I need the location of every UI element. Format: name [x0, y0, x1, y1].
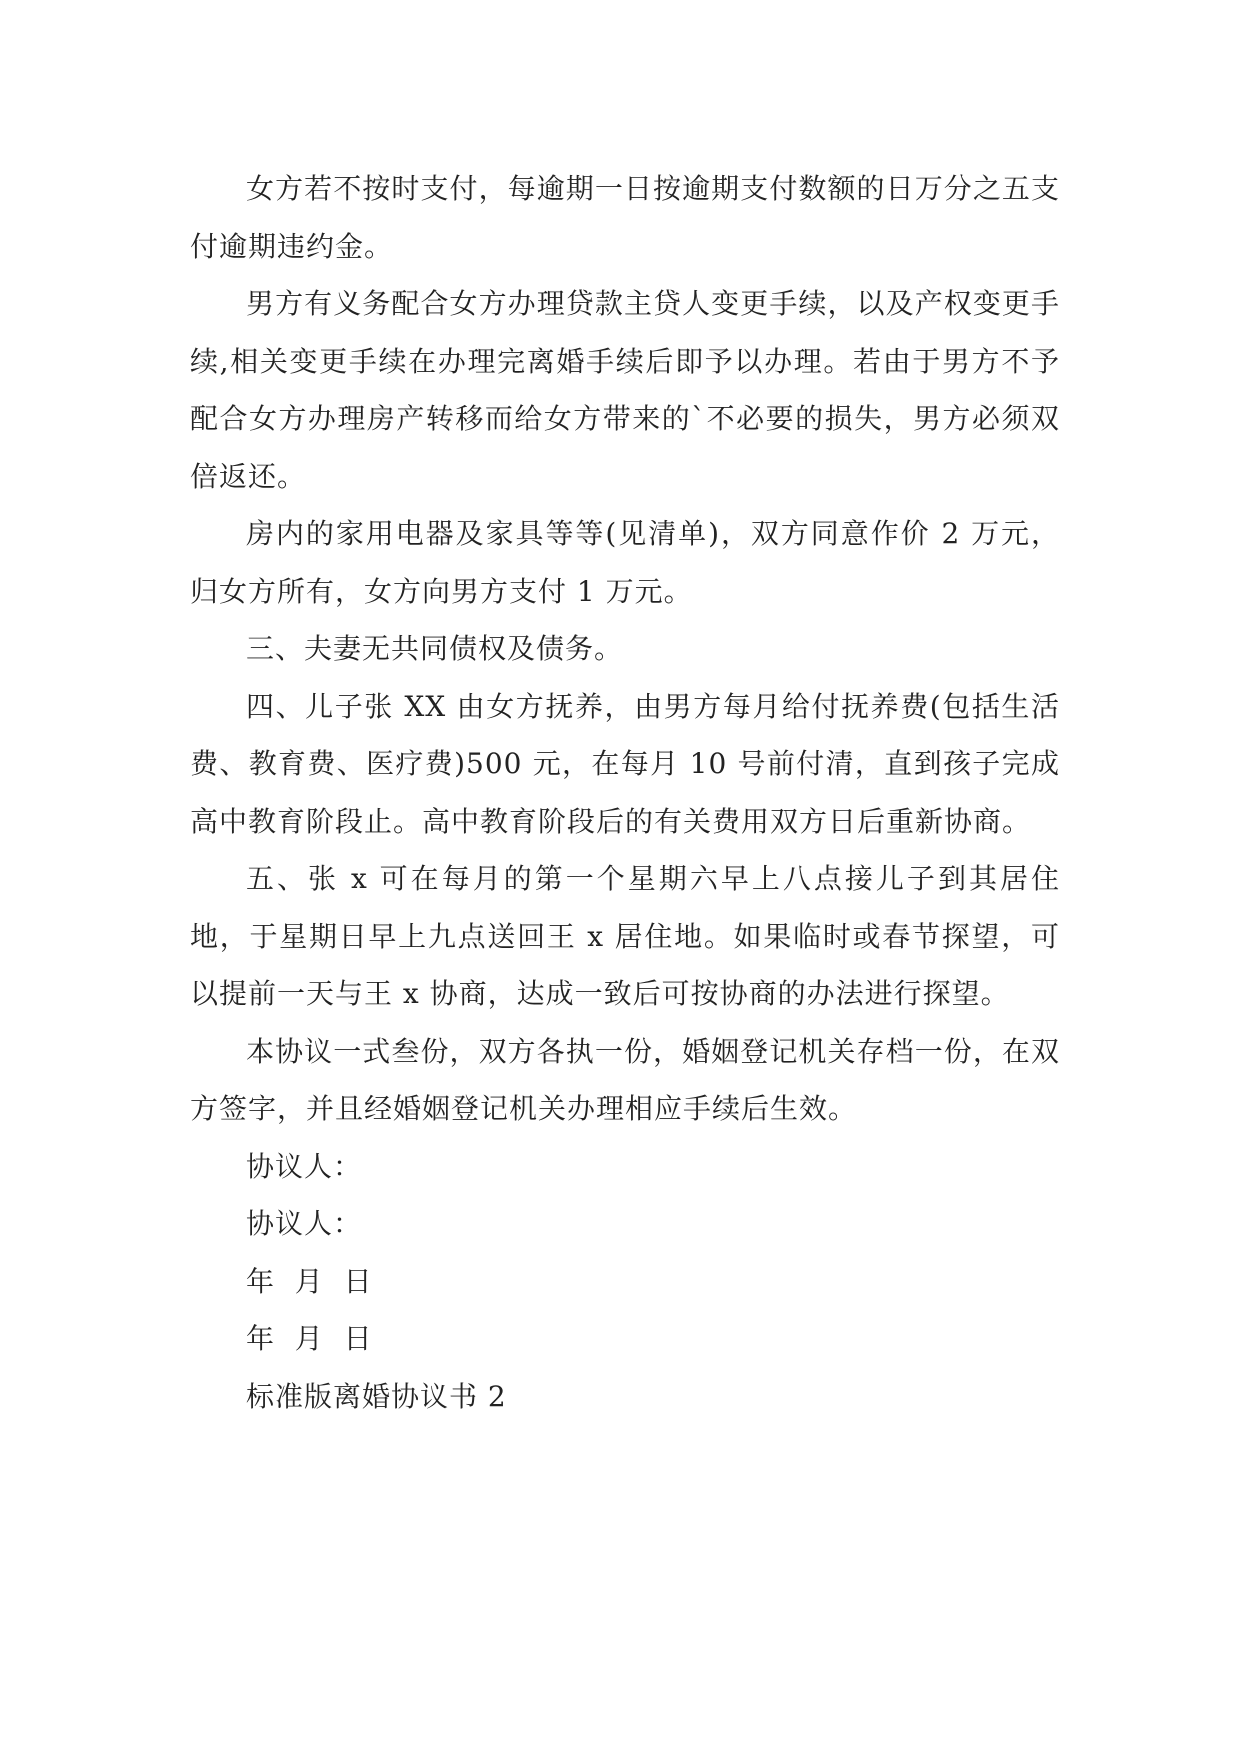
paragraph-child-custody: 四、儿子张 XX 由女方抚养，由男方每月给付抚养费(包括生活费、教育费、医疗费)500 元，在每月 10 号前付清，直到孩子完成高中教育阶段止。高中教育阶段后的有关费用双方日后重新协商。	[190, 689, 1060, 838]
signature-date-1: 年 月 日	[246, 1264, 373, 1298]
paragraph-visitation: 五、张 x 可在每月的第一个星期六早上八点接儿子到其居住地，于星期日早上九点送回王 x 居住地。如果临时或春节探望，可以提前一天与王 x 协商，达成一致后可按协商的办法进行探望。	[190, 862, 1060, 1010]
document-body	[190, 160, 1060, 1425]
paragraph-appliances: 房内的家用电器及家具等等(见清单)，双方同意作价 2 万元，归女方所有，女方向男方支付 1 万元。	[190, 517, 1060, 608]
signature-party-2: 协议人：	[246, 1207, 363, 1240]
signature-party-1: 协议人：	[246, 1149, 363, 1183]
next-section-title: 标准版离婚协议书 2	[246, 1379, 507, 1413]
signature-date-2: 年 月 日	[246, 1322, 373, 1355]
paragraph-copies: 本协议一式叁份，双方各执一份，婚姻登记机关存档一份，在双方签字，并且经婚姻登记机关办理相应手续后生效。	[190, 1034, 1060, 1125]
paragraph-property-transfer: 男方有义务配合女方办理贷款主贷人变更手续，以及产权变更手续,相关变更手续在办理完离婚手续后即予以办理。若由于男方不予配合女方办理房产转移而给女方带来的`不必要的损失，男方必须双倍返还。	[190, 287, 1060, 493]
paragraph-debts: 三、夫妻无共同债权及债务。	[246, 632, 624, 665]
paragraph-late-payment: 女方若不按时支付，每逾期一日按逾期支付数额的日万分之五支付逾期违约金。	[190, 172, 1060, 263]
